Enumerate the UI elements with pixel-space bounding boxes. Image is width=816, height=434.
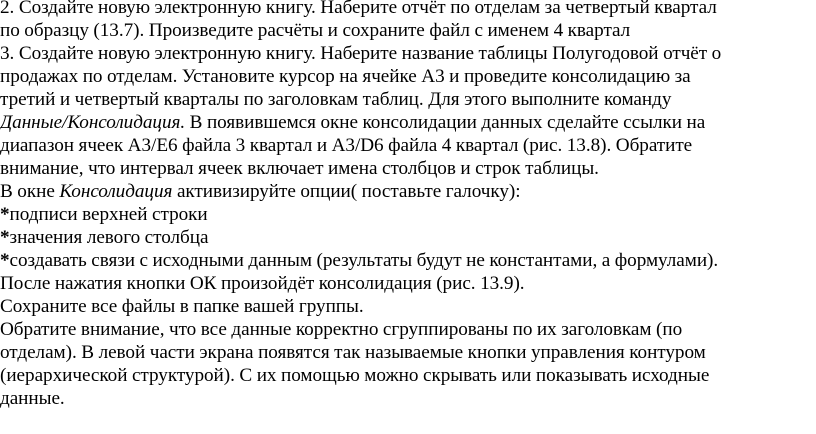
line-18-text: данные. (0, 388, 65, 409)
line-6-rest: В появившемся окне консолидации данных сделайте ссылки на (185, 112, 706, 133)
option-line-1 (0, 203, 808, 226)
bullet-star: * (0, 204, 10, 225)
text-line-1 (0, 0, 808, 19)
line-17-text: (иерархической структурой). С их помощью можно скрывать или показывать исходные (0, 365, 710, 386)
line-13-text: После нажатия кнопки ОК произойдёт консолидация (рис. 13.9). (0, 273, 525, 294)
option-line-3 (0, 249, 808, 272)
text-line-18 (0, 387, 808, 410)
line-7-text: диапазон ячеек А3/Е6 файла 3 квартал и А3/D6 файла 4 квартал (рис. 13.8). Обратите (0, 135, 693, 156)
text-line-7 (0, 134, 808, 157)
option-3-text: создавать связи с исходными данным (результаты будут не константами, а формулами). (9, 250, 719, 271)
option-line-2 (0, 226, 808, 249)
option-1-text: подписи верхней строки (9, 204, 208, 225)
line-14-text: Сохраните все файлы в папке вашей группы. (0, 296, 364, 317)
text-line-6 (0, 111, 808, 134)
line-3-text: 3. Создайте новую электронную книгу. Наберите название таблицы Полугодовой отчёт о (0, 43, 722, 64)
text-line-9 (0, 180, 808, 203)
text-line-5 (0, 88, 808, 111)
line-9-rest: активизируйте опции( поставьте галочку): (172, 181, 521, 202)
text-line-4 (0, 65, 808, 88)
text-line-2 (0, 19, 808, 42)
line-16-text: отделам). В левой части экрана появятся так называемые кнопки управления контуром (0, 342, 706, 363)
text-line-8 (0, 157, 808, 180)
window-name-italic: Консолидация (59, 181, 173, 202)
text-line-3 (0, 42, 808, 65)
line-2-text: по образцу (13.7). Произведите расчёты и сохраните файл с именем 4 квартал (0, 20, 631, 41)
option-2-text: значения левого столбца (9, 227, 209, 248)
text-line-17 (0, 364, 808, 387)
line-1-text: 2. Создайте новую электронную книгу. Наберите отчёт по отделам за четвертый квартал (0, 0, 717, 18)
menu-command-italic: Данные/Консолидация. (0, 112, 186, 133)
bullet-star: * (0, 227, 10, 248)
bullet-star: * (0, 250, 10, 271)
line-15-text: Обратите внимание, что все данные корректно сгруппированы по их заголовкам (по (0, 319, 683, 340)
line-8-text: внимание, что интервал ячеек включает имена столбцов и строк таблицы. (0, 158, 599, 179)
text-line-14 (0, 295, 808, 318)
text-line-16 (0, 341, 808, 364)
line-9-pre: В окне (0, 181, 60, 202)
line-4-text: продажах по отделам. Установите курсор на ячейке А3 и проведите консолидацию за (0, 66, 691, 87)
text-line-15 (0, 318, 808, 341)
line-5-text: третий и четвертый кварталы по заголовкам таблиц. Для этого выполните команду (0, 89, 672, 110)
text-line-13 (0, 272, 808, 295)
